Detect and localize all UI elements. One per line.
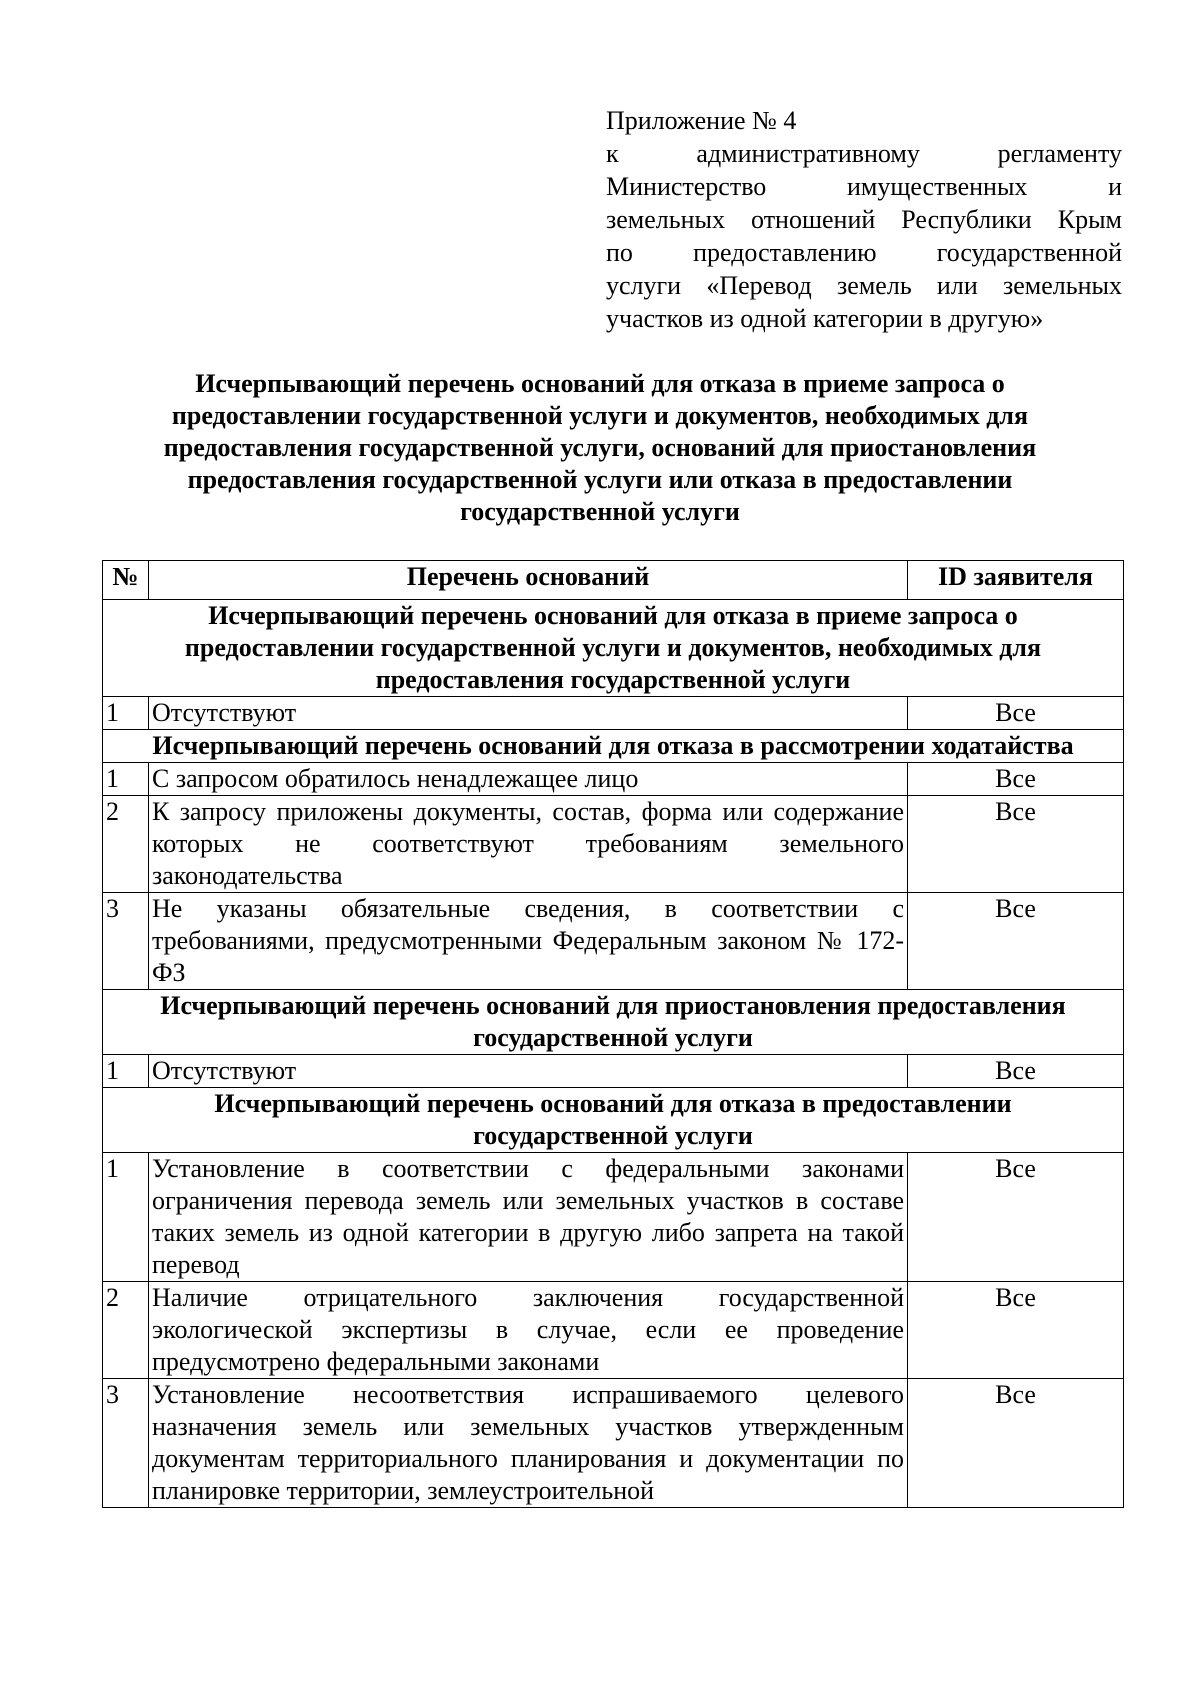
- section-title-line: предоставлении государственной услуги и документов, необходимых для: [184, 633, 1042, 662]
- title-line: государственной услуги: [460, 497, 740, 526]
- row-applicant-id: Все: [908, 697, 1124, 730]
- section-title-line: предоставления государственной услуги: [375, 665, 851, 694]
- section-title-line: государственной услуги: [473, 1023, 753, 1052]
- row-text: С запросом обратилось ненадлежащее лицо: [149, 763, 908, 796]
- row-number: 2: [103, 796, 149, 893]
- title-line: предоставлении государственной услуги и документов, необходимых для: [171, 401, 1029, 430]
- table-row: [103, 893, 1124, 990]
- row-number: 3: [103, 893, 149, 990]
- section-title: [103, 730, 1124, 763]
- row-number: 1: [103, 763, 149, 796]
- row-applicant-id: Все: [908, 1055, 1124, 1088]
- row-text: Отсутствуют: [149, 697, 908, 730]
- appendix-title: Приложение № 4: [606, 106, 797, 135]
- header-grounds: Перечень оснований: [149, 561, 908, 600]
- row-number: 2: [103, 1282, 149, 1379]
- row-applicant-id: Все: [908, 893, 1124, 990]
- row-number: 3: [103, 1379, 149, 1508]
- appendix-line: услуги «Перевод земель или земельных: [606, 271, 1122, 300]
- table-header-row: [103, 561, 1124, 600]
- section-title: [103, 600, 1124, 697]
- appendix-line: по предоставлению государственной: [606, 238, 1122, 267]
- title-line: Исчерпывающий перечень оснований для отказа в приеме запроса о: [195, 369, 1005, 398]
- document-title: [100, 368, 1100, 528]
- row-text: Не указаны обязательные сведения, в соответствии с требованиями, предусмотренными Федеральным законом № 172-ФЗ: [149, 893, 908, 990]
- appendix-line: земельных отношений Республики Крым: [606, 205, 1122, 234]
- row-text: Установление в соответствии с федеральными законами ограничения перевода земель или земельных участков в составе таких земель из одной категории в другую либо запрета на такой перевод: [149, 1153, 908, 1282]
- header-number: №: [103, 561, 149, 600]
- section-row: [103, 1088, 1124, 1153]
- table-row: [103, 1282, 1124, 1379]
- row-applicant-id: Все: [908, 1379, 1124, 1508]
- appendix-block: [606, 104, 1122, 335]
- section-title-line: Исчерпывающий перечень оснований для отказа в рассмотрении ходатайства: [152, 731, 1074, 760]
- table-row: [103, 1055, 1124, 1088]
- section-title: [103, 1088, 1124, 1153]
- row-applicant-id: Все: [908, 763, 1124, 796]
- title-line: предоставления государственной услуги или отказа в предоставлении: [187, 465, 1013, 494]
- table-row: [103, 796, 1124, 893]
- row-text: Отсутствуют: [149, 1055, 908, 1088]
- row-number: 1: [103, 1055, 149, 1088]
- section-title-line: Исчерпывающий перечень оснований для отказа в предоставлении: [214, 1089, 1012, 1118]
- table-row: [103, 1379, 1124, 1508]
- title-line: предоставления государственной услуги, оснований для приостановления: [163, 433, 1037, 462]
- row-applicant-id: Все: [908, 1282, 1124, 1379]
- section-title-line: государственной услуги: [473, 1121, 753, 1150]
- table-row: [103, 697, 1124, 730]
- row-number: 1: [103, 697, 149, 730]
- section-row: [103, 600, 1124, 697]
- row-number: 1: [103, 1153, 149, 1282]
- section-title-line: Исчерпывающий перечень оснований для отказа в приеме запроса о: [208, 601, 1018, 630]
- section-title: [103, 990, 1124, 1055]
- appendix-line: участков из одной категории в другую»: [606, 304, 1044, 333]
- grounds-table: [102, 560, 1124, 1508]
- row-applicant-id: Все: [908, 796, 1124, 893]
- row-text: К запросу приложены документы, состав, форма или содержание которых не соответствуют требованиям земельного законодательства: [149, 796, 908, 893]
- row-text: Установление несоответствия испрашиваемого целевого назначения земель или земельных участков утвержденным документам территориального планирования и документации по планировке территории, землеустроительной: [149, 1379, 908, 1508]
- table-row: [103, 1153, 1124, 1282]
- row-applicant-id: Все: [908, 1153, 1124, 1282]
- section-title-line: Исчерпывающий перечень оснований для приостановления предоставления: [160, 991, 1066, 1020]
- appendix-line: Министерство имущественных и: [606, 172, 1122, 201]
- table-row: [103, 763, 1124, 796]
- header-applicant-id: ID заявителя: [908, 561, 1124, 600]
- section-row: [103, 990, 1124, 1055]
- row-text: Наличие отрицательного заключения государственной экологической экспертизы в случае, если ее проведение предусмотрено федеральными законами: [149, 1282, 908, 1379]
- section-row: [103, 730, 1124, 763]
- appendix-line: к административному регламенту: [606, 139, 1122, 168]
